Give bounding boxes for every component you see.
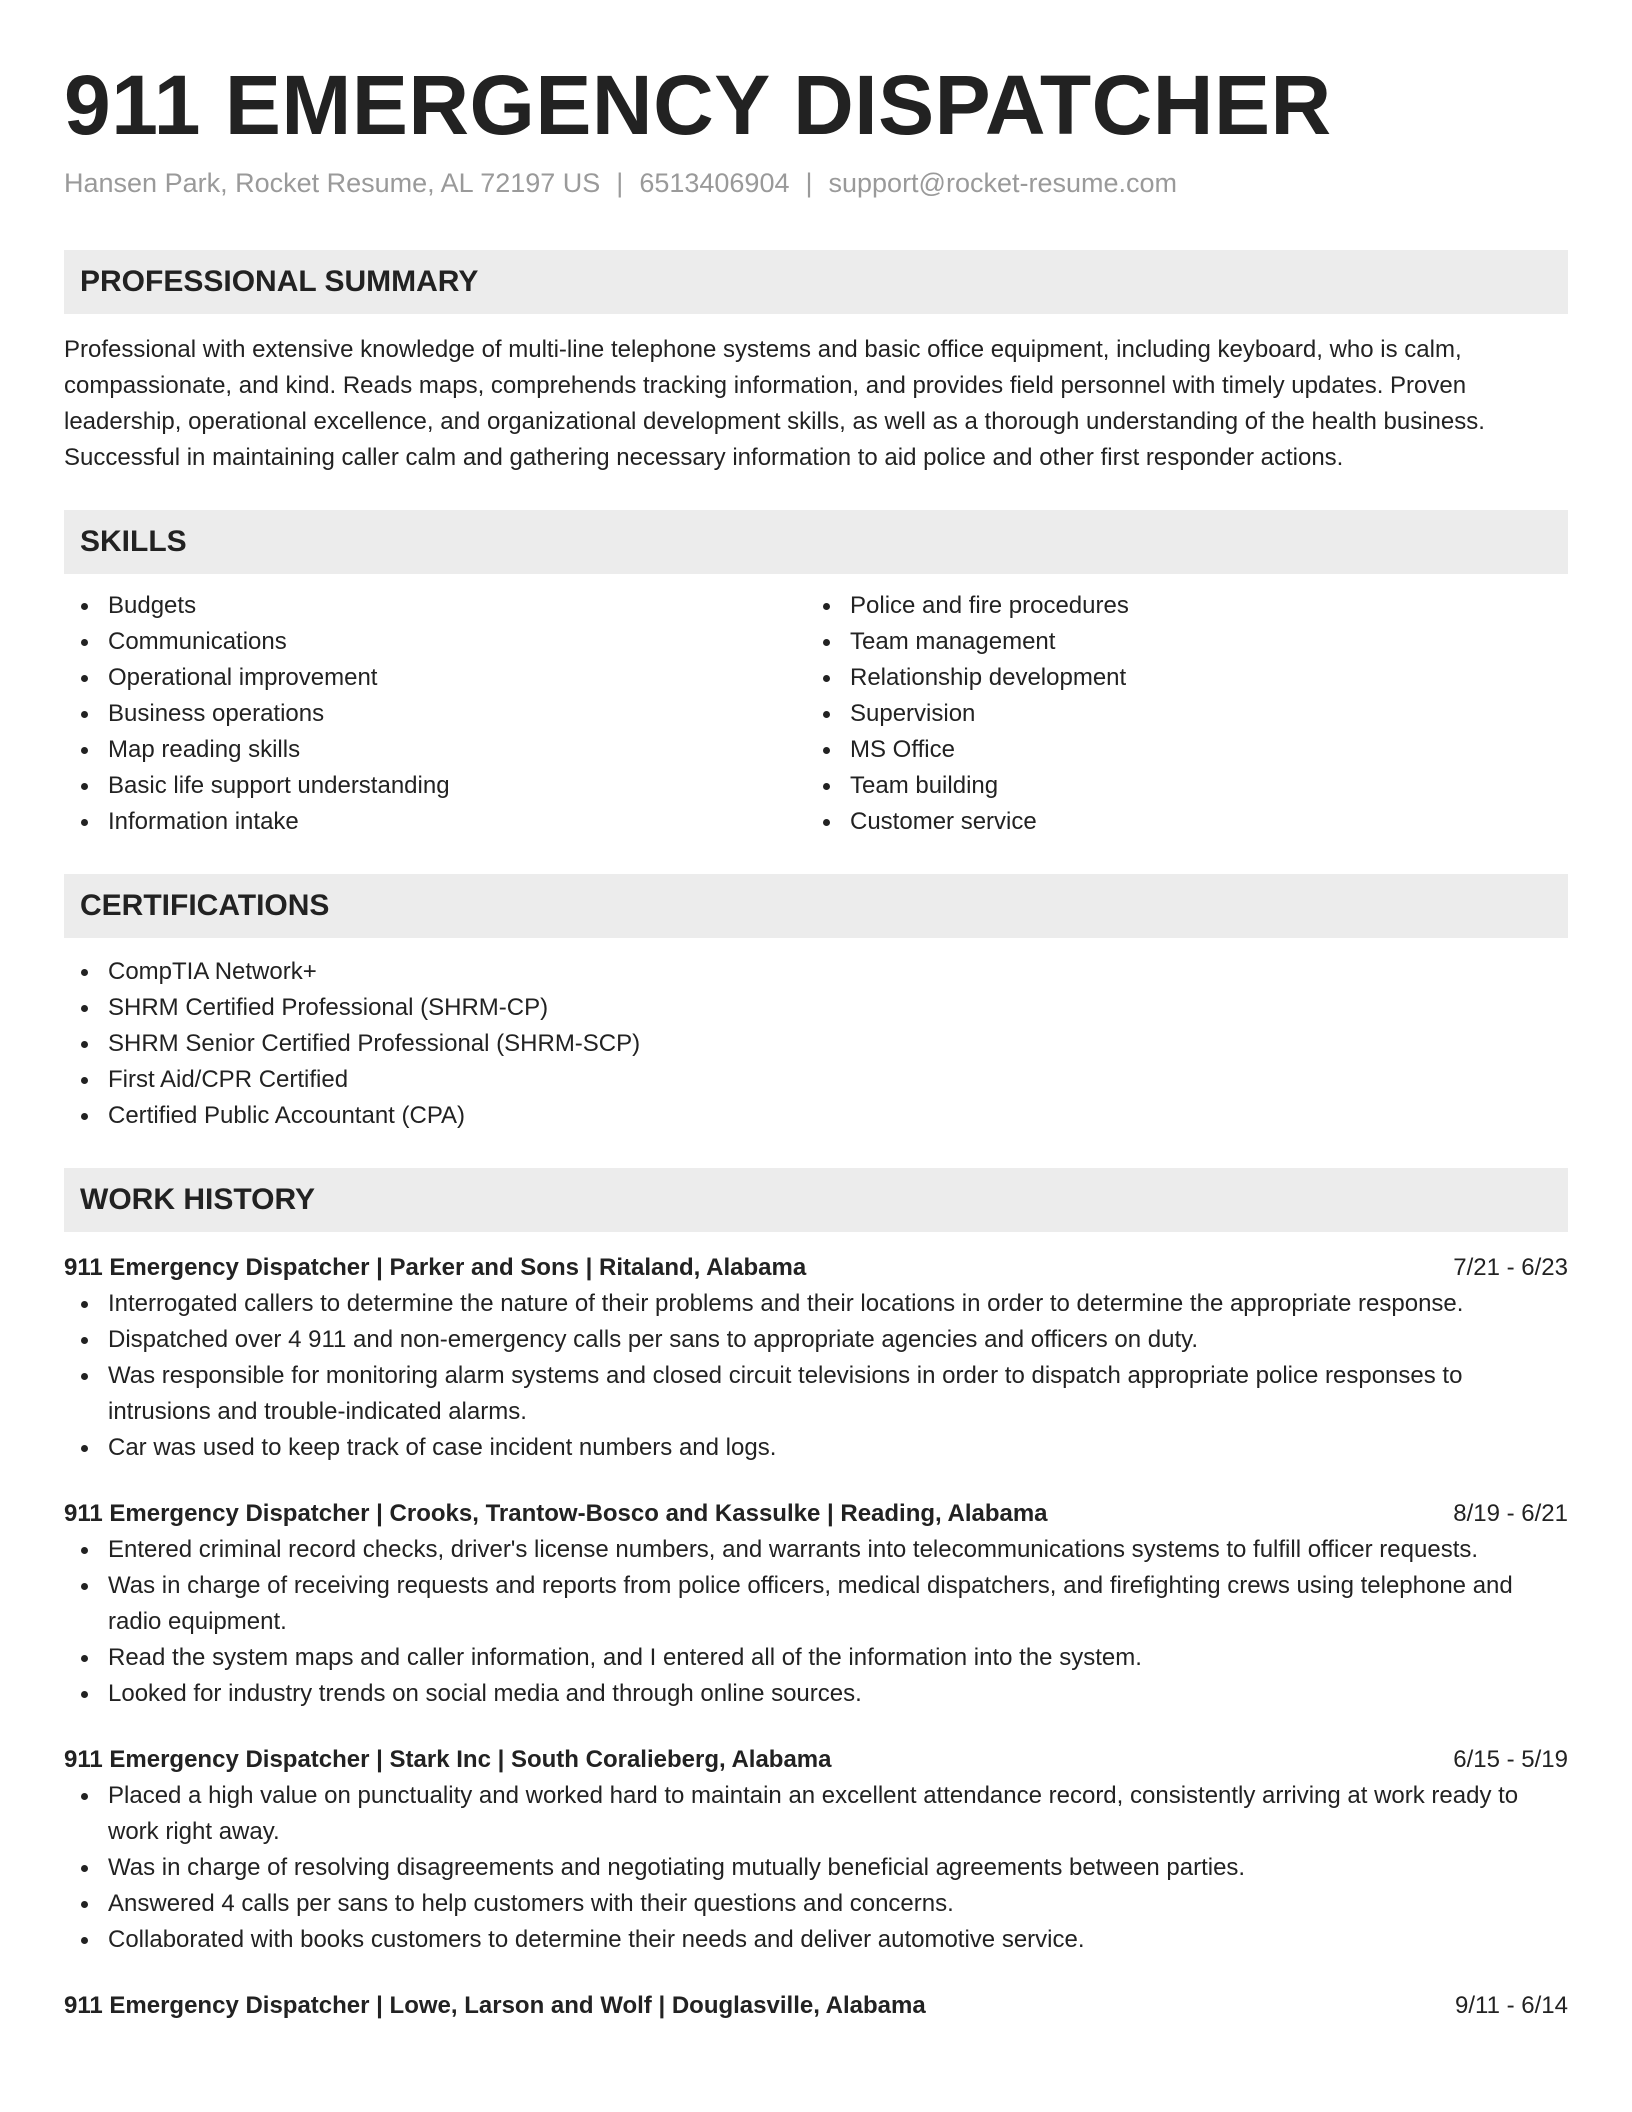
skill-item: Team building — [806, 768, 1548, 804]
job-entry — [64, 1742, 1568, 1958]
certification-item: Certified Public Accountant (CPA) — [64, 1098, 1568, 1134]
skill-item: Supervision — [806, 696, 1548, 732]
job-entry — [64, 1988, 1568, 2024]
job-entry — [64, 1496, 1568, 1712]
skill-item: Relationship development — [806, 660, 1548, 696]
summary-heading: PROFESSIONAL SUMMARY — [64, 250, 1568, 314]
contact-phone: 6513406904 — [639, 168, 790, 198]
skill-item: Customer service — [806, 804, 1548, 840]
job-header — [64, 1988, 1568, 2024]
job-header — [64, 1742, 1568, 1778]
job-dates: 8/19 - 6/21 — [1453, 1500, 1568, 1527]
skills-section — [64, 510, 1568, 840]
job-bullet: Interrogated callers to determine the nature of their problems and their locations in order to determine the appropriate response. — [64, 1286, 1568, 1322]
skill-item: Police and fire procedures — [806, 588, 1548, 624]
skills-heading: SKILLS — [64, 510, 1568, 574]
job-bullet: Entered criminal record checks, driver's license numbers, and warrants into telecommunications systems to fulfill officer requests. — [64, 1532, 1568, 1568]
job-bullet: Was in charge of resolving disagreements and negotiating mutually beneficial agreements between parties. — [64, 1850, 1568, 1886]
resume-name: 911 EMERGENCY DISPATCHER — [64, 58, 1332, 152]
work-heading: WORK HISTORY — [64, 1168, 1568, 1232]
skills-right-list — [806, 588, 1548, 840]
job-bullet: Read the system maps and caller information, and I entered all of the information into the system. — [64, 1640, 1568, 1676]
skill-item: Communications — [64, 624, 806, 660]
certifications-list — [64, 954, 1568, 1134]
contact-email: support@rocket-resume.com — [828, 168, 1178, 198]
job-bullet: Collaborated with books customers to determine their needs and deliver automotive service. — [64, 1922, 1568, 1958]
skill-item: Business operations — [64, 696, 806, 732]
job-bullets — [64, 1286, 1568, 1466]
certification-item: CompTIA Network+ — [64, 954, 1568, 990]
job-entry — [64, 1250, 1568, 1466]
job-bullet: Dispatched over 4 911 and non-emergency calls per sans to appropriate agencies and officers on duty. — [64, 1322, 1568, 1358]
job-bullets — [64, 1532, 1568, 1712]
skill-item: Basic life support understanding — [64, 768, 806, 804]
certification-item: SHRM Senior Certified Professional (SHRM-SCP) — [64, 1026, 1568, 1062]
certification-item: SHRM Certified Professional (SHRM-CP) — [64, 990, 1568, 1026]
resume-page — [64, 0, 1568, 2024]
job-bullet: Was in charge of receiving requests and reports from police officers, medical dispatchers, and firefighting crews using telephone and radio equipment. — [64, 1568, 1568, 1640]
job-bullet: Looked for industry trends on social media and through online sources. — [64, 1676, 1568, 1712]
skills-left-list — [64, 588, 806, 840]
summary-section — [64, 250, 1568, 476]
job-dates: 6/15 - 5/19 — [1453, 1746, 1568, 1773]
job-bullets — [64, 1778, 1568, 1958]
job-title: 911 Emergency Dispatcher | Crooks, Trantow-Bosco and Kassulke | Reading, Alabama — [64, 1500, 1048, 1527]
job-title: 911 Emergency Dispatcher | Parker and Sons | Ritaland, Alabama — [64, 1254, 807, 1281]
job-title: 911 Emergency Dispatcher | Lowe, Larson and Wolf | Douglasville, Alabama — [64, 1992, 926, 2019]
certifications-section — [64, 874, 1568, 1134]
summary-text: Professional with extensive knowledge of multi-line telephone systems and basic office equipment, including keyboard, who is calm, compassionate, and kind. Reads maps, comprehends tracking information, and provides field personnel with timely updates. Proven leadership, operational excellence, and organizational development skills, as well as a thorough understanding of the health business. Successful in maintaining caller calm and gathering necessary information to aid police and other first responder actions. — [64, 336, 1485, 471]
contact-address: Hansen Park, Rocket Resume, AL 72197 US — [64, 168, 601, 198]
work-section — [64, 1168, 1568, 2024]
job-header — [64, 1250, 1568, 1286]
job-title: 911 Emergency Dispatcher | Stark Inc | South Coralieberg, Alabama — [64, 1746, 832, 1773]
skill-item: Budgets — [64, 588, 806, 624]
job-bullet: Answered 4 calls per sans to help customers with their questions and concerns. — [64, 1886, 1568, 1922]
skills-grid — [64, 588, 1568, 840]
skill-item: Information intake — [64, 804, 806, 840]
job-bullet: Car was used to keep track of case incident numbers and logs. — [64, 1430, 1568, 1466]
contact-line — [64, 166, 1568, 200]
certifications-heading: CERTIFICATIONS — [64, 874, 1568, 938]
job-dates: 7/21 - 6/23 — [1453, 1254, 1568, 1281]
certification-item: First Aid/CPR Certified — [64, 1062, 1568, 1098]
job-dates: 9/11 - 6/14 — [1455, 1992, 1568, 2019]
job-bullet: Placed a high value on punctuality and worked hard to maintain an excellent attendance record, consistently arriving at work ready to work right away. — [64, 1778, 1568, 1850]
contact-separator: | — [616, 168, 624, 198]
skill-item: Team management — [806, 624, 1548, 660]
skill-item: Operational improvement — [64, 660, 806, 696]
skill-item: Map reading skills — [64, 732, 806, 768]
job-bullet: Was responsible for monitoring alarm systems and closed circuit televisions in order to dispatch appropriate police responses to intrusions and trouble-indicated alarms. — [64, 1358, 1568, 1430]
skill-item: MS Office — [806, 732, 1548, 768]
job-header — [64, 1496, 1568, 1532]
contact-separator: | — [805, 168, 813, 198]
